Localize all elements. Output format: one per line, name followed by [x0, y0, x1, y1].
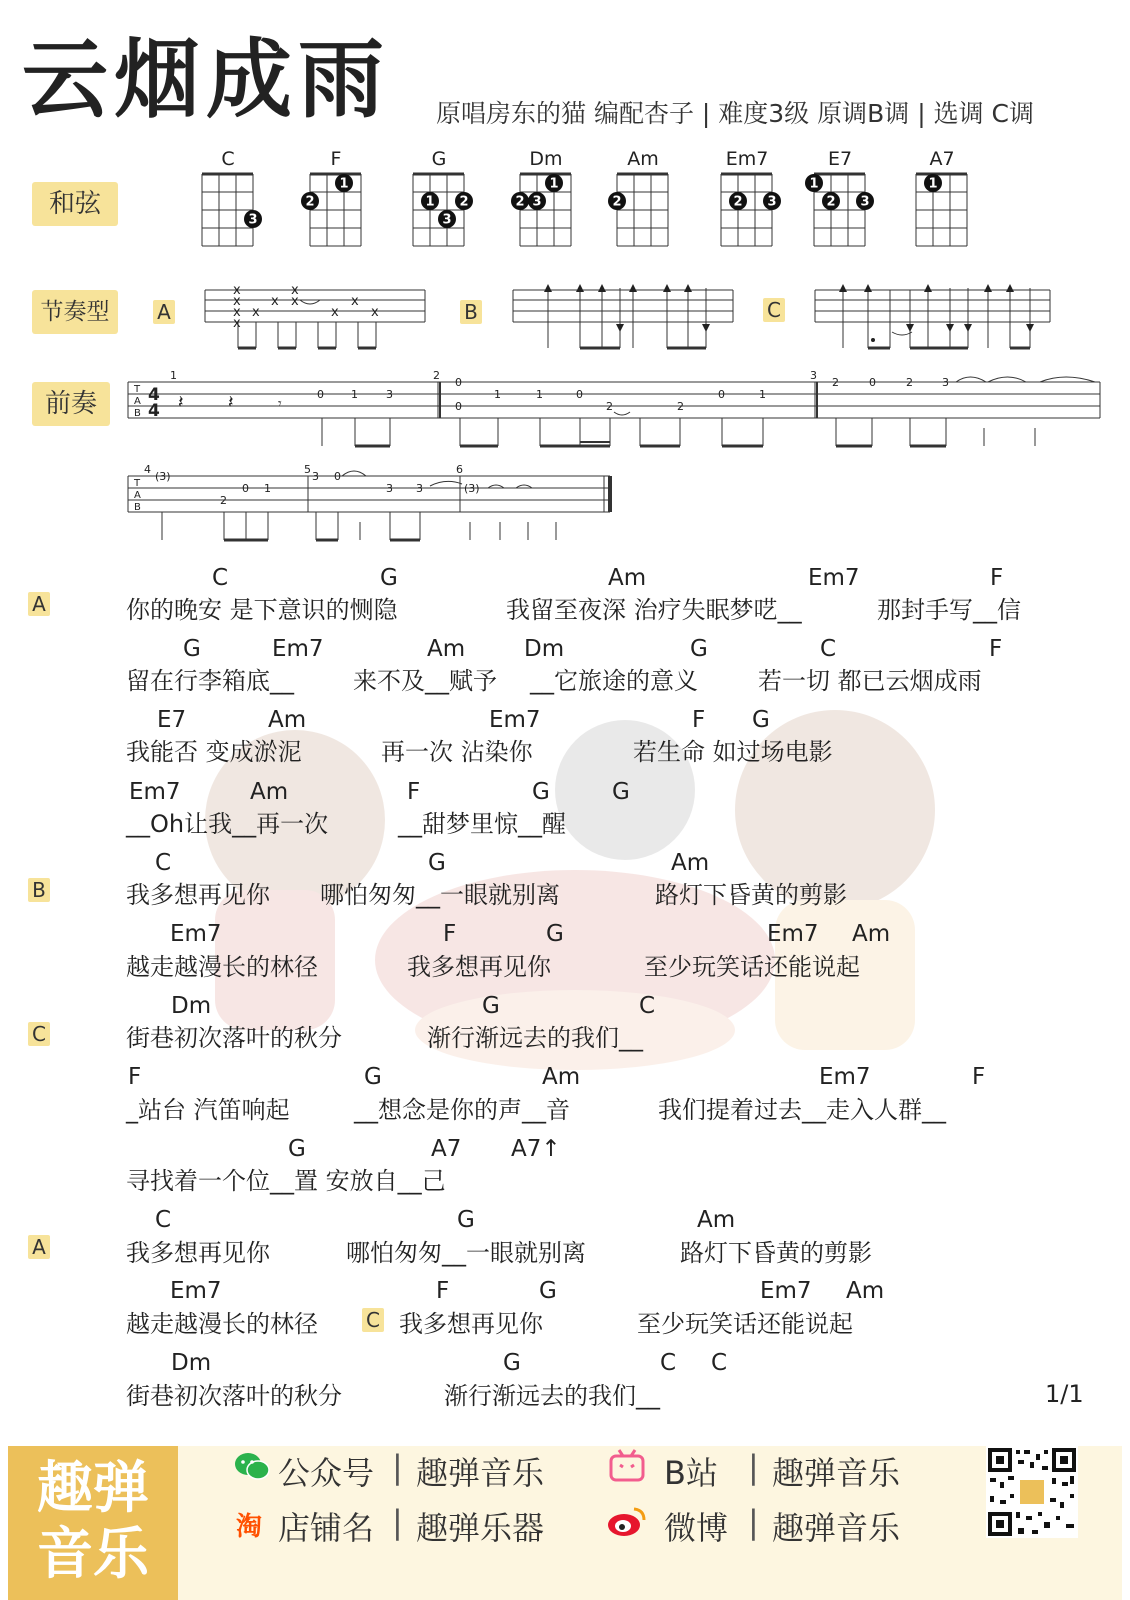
svg-text:x: x [233, 294, 241, 309]
chord-label: C [660, 1350, 677, 1376]
chord-name: G [431, 148, 447, 170]
svg-text:x: x [271, 294, 279, 309]
chord-label: G [752, 707, 770, 733]
svg-text:x: x [252, 305, 260, 320]
page-number: 1/1 [1045, 1380, 1084, 1408]
svg-text:x: x [291, 283, 299, 298]
footer-bilibili-label: B站 [664, 1454, 718, 1492]
chord-label: Am [846, 1278, 885, 1304]
tab-number: 0 [718, 388, 725, 401]
chord-label: Am [268, 707, 307, 733]
lyric-text: 我多想再见你 [399, 1310, 543, 1338]
tab-number: 1 [759, 388, 766, 401]
tab-number: 1 [351, 388, 358, 401]
chord-name: A7 [929, 148, 955, 170]
tab-number: 2 [906, 376, 913, 389]
chord-label: Am [250, 779, 289, 805]
chord-label: F [407, 779, 421, 805]
chord-label: Em7 [489, 707, 541, 733]
footer-bilibili-value: 趣弹音乐 [772, 1454, 901, 1492]
lyric-text: 街巷初次落叶的秋分 [126, 1382, 342, 1410]
section-box-a: A [28, 592, 50, 616]
intro-tag: 前奏 [32, 382, 110, 426]
chord-name: C [221, 148, 235, 170]
footer-logo-line1: 趣弹 [37, 1456, 149, 1521]
tab-number: 3 [386, 482, 393, 495]
chord-diagram-f [298, 148, 378, 254]
chord-label: Am [852, 921, 891, 947]
inline-section-c: C [362, 1308, 384, 1332]
chord-label: G [690, 636, 708, 662]
qr-code[interactable] [986, 1446, 1078, 1538]
chord-label: G [364, 1064, 382, 1090]
chord-diagram-e7 [802, 148, 882, 254]
lyric-text: 再一次 沾染你 [381, 738, 533, 766]
chord-name: Dm [529, 148, 563, 170]
lyric-text: 我多想再见你 [126, 1239, 270, 1267]
finger-number: 2 [826, 194, 836, 210]
chord-label: Em7 [129, 779, 181, 805]
finger-number: 3 [860, 194, 870, 210]
intro-tab-row-1 [120, 368, 1110, 458]
svg-text:4: 4 [148, 385, 160, 405]
lyric-text: 路灯下昏黄的剪影 [655, 881, 847, 909]
finger-number: 2 [459, 194, 469, 210]
tab-number: 0 [334, 470, 341, 483]
chord-label: C [155, 1207, 172, 1233]
chord-label: G [532, 779, 550, 805]
chord-label: Em7 [819, 1064, 871, 1090]
chord-name: F [330, 148, 342, 170]
tab-number: 3 [942, 376, 949, 389]
tab-number: 1 [264, 482, 271, 495]
chord-label: F [692, 707, 706, 733]
tab-number: 3 [312, 470, 319, 483]
weibo-icon [606, 1504, 648, 1538]
svg-text:B: B [134, 502, 141, 513]
song-info: 原唱房东的猫 编配杏子 | 难度3级 原调B调 | 选调 C调 [436, 99, 1034, 128]
lyric-text: 来不及__赋予 [353, 667, 497, 695]
chord-label: C [711, 1350, 728, 1376]
chord-label: G [183, 636, 201, 662]
svg-text:T: T [134, 478, 141, 489]
lyric-text: 路灯下昏黄的剪影 [680, 1239, 872, 1267]
song-title: 云烟成雨 [22, 30, 390, 130]
chord-label: Am [608, 565, 647, 591]
lyric-text: 渐行渐远去的我们__ [427, 1024, 643, 1052]
footer-separator: | [392, 1503, 403, 1541]
chord-label: C [639, 993, 656, 1019]
tab-number: 1 [494, 388, 501, 401]
tab-number: 2 [433, 369, 440, 382]
wechat-icon [233, 1450, 271, 1482]
chord-diagram-c [190, 148, 270, 254]
finger-number: 1 [425, 194, 435, 210]
rhythm-pattern-a [200, 280, 430, 352]
rhythm-tag: 节奏型 [32, 290, 118, 334]
svg-text:B: B [134, 408, 141, 419]
rhythm-pattern-c [810, 280, 1055, 352]
chord-label: G [457, 1207, 475, 1233]
lyric-text: 若一切 都已云烟成雨 [758, 667, 982, 695]
lyric-text: 至少玩笑话还能说起 [637, 1310, 853, 1338]
chord-diagram-dm [508, 148, 588, 254]
tab-number: 5 [304, 463, 311, 476]
chord-label: Dm [524, 636, 565, 662]
footer-wechat-label: 公众号 [278, 1454, 375, 1492]
finger-number: 2 [515, 194, 525, 210]
chord-label: Em7 [808, 565, 860, 591]
footer-wechat-value: 趣弹音乐 [416, 1454, 545, 1492]
chord-label: G [612, 779, 630, 805]
chord-label: G [380, 565, 398, 591]
lyric-text: __它旅途的意义 [530, 667, 698, 695]
footer-taobao-value: 趣弹乐器 [416, 1509, 545, 1547]
lyric-text: __想念是你的声__音 [354, 1096, 570, 1124]
footer-weibo-value: 趣弹音乐 [772, 1509, 901, 1547]
finger-number: 1 [549, 176, 559, 192]
section-box-b: B [28, 878, 50, 902]
chord-label: Am [697, 1207, 736, 1233]
chord-label: Am [671, 850, 710, 876]
taobao-icon: 淘 [236, 1512, 263, 1542]
chord-diagram-a7 [904, 148, 984, 254]
footer-separator: | [748, 1448, 759, 1486]
svg-text:𝄾: 𝄾 [278, 396, 282, 412]
finger-number: 1 [339, 176, 349, 192]
lyric-text: 我多想再见你 [126, 881, 270, 909]
chords-tag: 和弦 [32, 182, 118, 226]
tab-number: 2 [677, 400, 684, 413]
lyric-text: 越走越漫长的林径 [126, 1310, 318, 1338]
chord-grid [904, 170, 984, 250]
tab-number: 2 [220, 494, 227, 507]
tab-number: 4 [144, 463, 151, 476]
tab-number: 3 [416, 482, 423, 495]
finger-number: 3 [248, 212, 258, 228]
chord-label: G [482, 993, 500, 1019]
chord-label: Em7 [767, 921, 819, 947]
chord-label: F [972, 1064, 986, 1090]
finger-number: 3 [532, 194, 542, 210]
svg-text:𝄽: 𝄽 [228, 392, 234, 413]
finger-number: 3 [442, 212, 452, 228]
svg-text:4: 4 [148, 401, 160, 421]
svg-text:x: x [233, 316, 241, 331]
finger-number: 2 [612, 194, 622, 210]
chord-label: F [443, 921, 457, 947]
chord-label: F [990, 565, 1004, 591]
chord-label: G [288, 1136, 306, 1162]
svg-text:x: x [233, 283, 241, 298]
chord-grid [709, 170, 789, 250]
lyric-text: 我们提着过去__走入人群__ [658, 1096, 946, 1124]
chord-label: Am [427, 636, 466, 662]
chord-label: G [428, 850, 446, 876]
tab-number: 1 [536, 388, 543, 401]
chord-label: G [539, 1278, 557, 1304]
lyric-text: 我多想再见你 [407, 953, 551, 981]
chord-name: E7 [827, 148, 853, 170]
chord-label: Em7 [170, 921, 222, 947]
chord-grid [508, 170, 588, 250]
rhythm-label-a: A [153, 300, 175, 324]
chord-label: F [989, 636, 1003, 662]
chord-label: F [436, 1278, 450, 1304]
lyric-text: 若生命 如过场电影 [633, 738, 833, 766]
svg-text:x: x [351, 294, 359, 309]
chord-label: E7 [157, 707, 187, 733]
tab-number: (3) [155, 470, 171, 483]
lyric-text: 街巷初次落叶的秋分 [126, 1024, 342, 1052]
svg-text:A: A [134, 490, 141, 501]
chord-label: F [128, 1064, 142, 1090]
footer-separator: | [392, 1448, 403, 1486]
chord-label: Am [542, 1064, 581, 1090]
finger-number: 3 [767, 194, 777, 210]
chord-diagram-am [605, 148, 685, 254]
chord-label: Em7 [272, 636, 324, 662]
svg-text:x: x [291, 294, 299, 309]
lyric-text: 越走越漫长的林径 [126, 953, 318, 981]
chord-grid [298, 170, 378, 250]
chord-label: A7↑ [511, 1136, 561, 1162]
tab-number: 3 [386, 388, 393, 401]
tab-number: 0 [869, 376, 876, 389]
tab-number: 0 [317, 388, 324, 401]
tab-number: 6 [456, 463, 463, 476]
svg-text:𝄽: 𝄽 [178, 392, 184, 413]
chord-label: Em7 [760, 1278, 812, 1304]
chord-grid [401, 170, 481, 250]
footer-logo-line2: 音乐 [37, 1522, 149, 1587]
svg-text:x: x [371, 305, 379, 320]
tab-number: (3) [464, 482, 480, 495]
chord-grid [802, 170, 882, 250]
finger-number: 2 [733, 194, 743, 210]
finger-number: 1 [928, 176, 938, 192]
rhythm-label-c: C [763, 298, 785, 322]
chord-label: G [503, 1350, 521, 1376]
lyric-text: 渐行渐远去的我们__ [444, 1382, 660, 1410]
tab-number: 2 [606, 400, 613, 413]
lyric-text: 留在行李箱底__ [126, 667, 294, 695]
chord-label: Dm [171, 993, 212, 1019]
lyric-text: 你的晚安 是下意识的恻隐 [126, 596, 398, 624]
chord-name: Am [627, 148, 659, 170]
tab-number: 0 [455, 400, 462, 413]
intro-tab-row-2 [120, 462, 620, 552]
svg-text:T: T [134, 384, 141, 395]
svg-text:x: x [233, 305, 241, 320]
lyric-text: 我能否 变成淤泥 [126, 738, 302, 766]
lyric-text: 哪怕匆匆__一眼就别离 [320, 881, 560, 909]
lyric-text: __Oh让我__再一次 [126, 810, 329, 838]
chord-label: A7 [431, 1136, 462, 1162]
lyric-text: 寻找着一个位__置 安放自__己 [126, 1167, 446, 1195]
bilibili-icon [608, 1448, 646, 1482]
lyric-text: __甜梦里惊__醒 [398, 810, 566, 838]
chord-label: C [820, 636, 837, 662]
chord-diagram-g [401, 148, 481, 254]
tab-number: 0 [242, 482, 249, 495]
svg-text:x: x [331, 305, 339, 320]
lyric-text: 至少玩笑话还能说起 [644, 953, 860, 981]
tab-number: 0 [455, 376, 462, 389]
footer-separator: | [748, 1503, 759, 1541]
tab-number: 3 [810, 369, 817, 382]
lyric-text: 我留至夜深 治疗失眠梦呓__ [506, 596, 802, 624]
lyric-text: 哪怕匆匆__一眼就别离 [346, 1239, 586, 1267]
chord-grid [190, 170, 270, 250]
rhythm-pattern-b [508, 280, 738, 352]
lyric-text: 那封手写__信 [877, 596, 1021, 624]
section-box-c: C [28, 1022, 50, 1046]
tab-number: 1 [170, 369, 177, 382]
chord-diagram-em7 [709, 148, 789, 254]
footer-logo [8, 1446, 178, 1600]
lyric-text: _站台 汽笛响起 [126, 1096, 290, 1124]
chord-name: Em7 [725, 148, 769, 170]
svg-text:A: A [134, 396, 141, 407]
tab-number: 2 [832, 376, 839, 389]
rhythm-label-b: B [460, 300, 482, 324]
footer-taobao-label: 店铺名 [278, 1509, 375, 1547]
section-box-a: A [28, 1235, 50, 1259]
tab-number: 0 [576, 388, 583, 401]
chord-grid [605, 170, 685, 250]
chord-label: C [155, 850, 172, 876]
footer-weibo-label: 微博 [664, 1509, 729, 1547]
finger-number: 1 [809, 176, 819, 192]
finger-number: 2 [305, 194, 315, 210]
chord-label: Dm [171, 1350, 212, 1376]
chord-label: C [212, 565, 229, 591]
chord-label: Em7 [170, 1278, 222, 1304]
chord-label: G [546, 921, 564, 947]
